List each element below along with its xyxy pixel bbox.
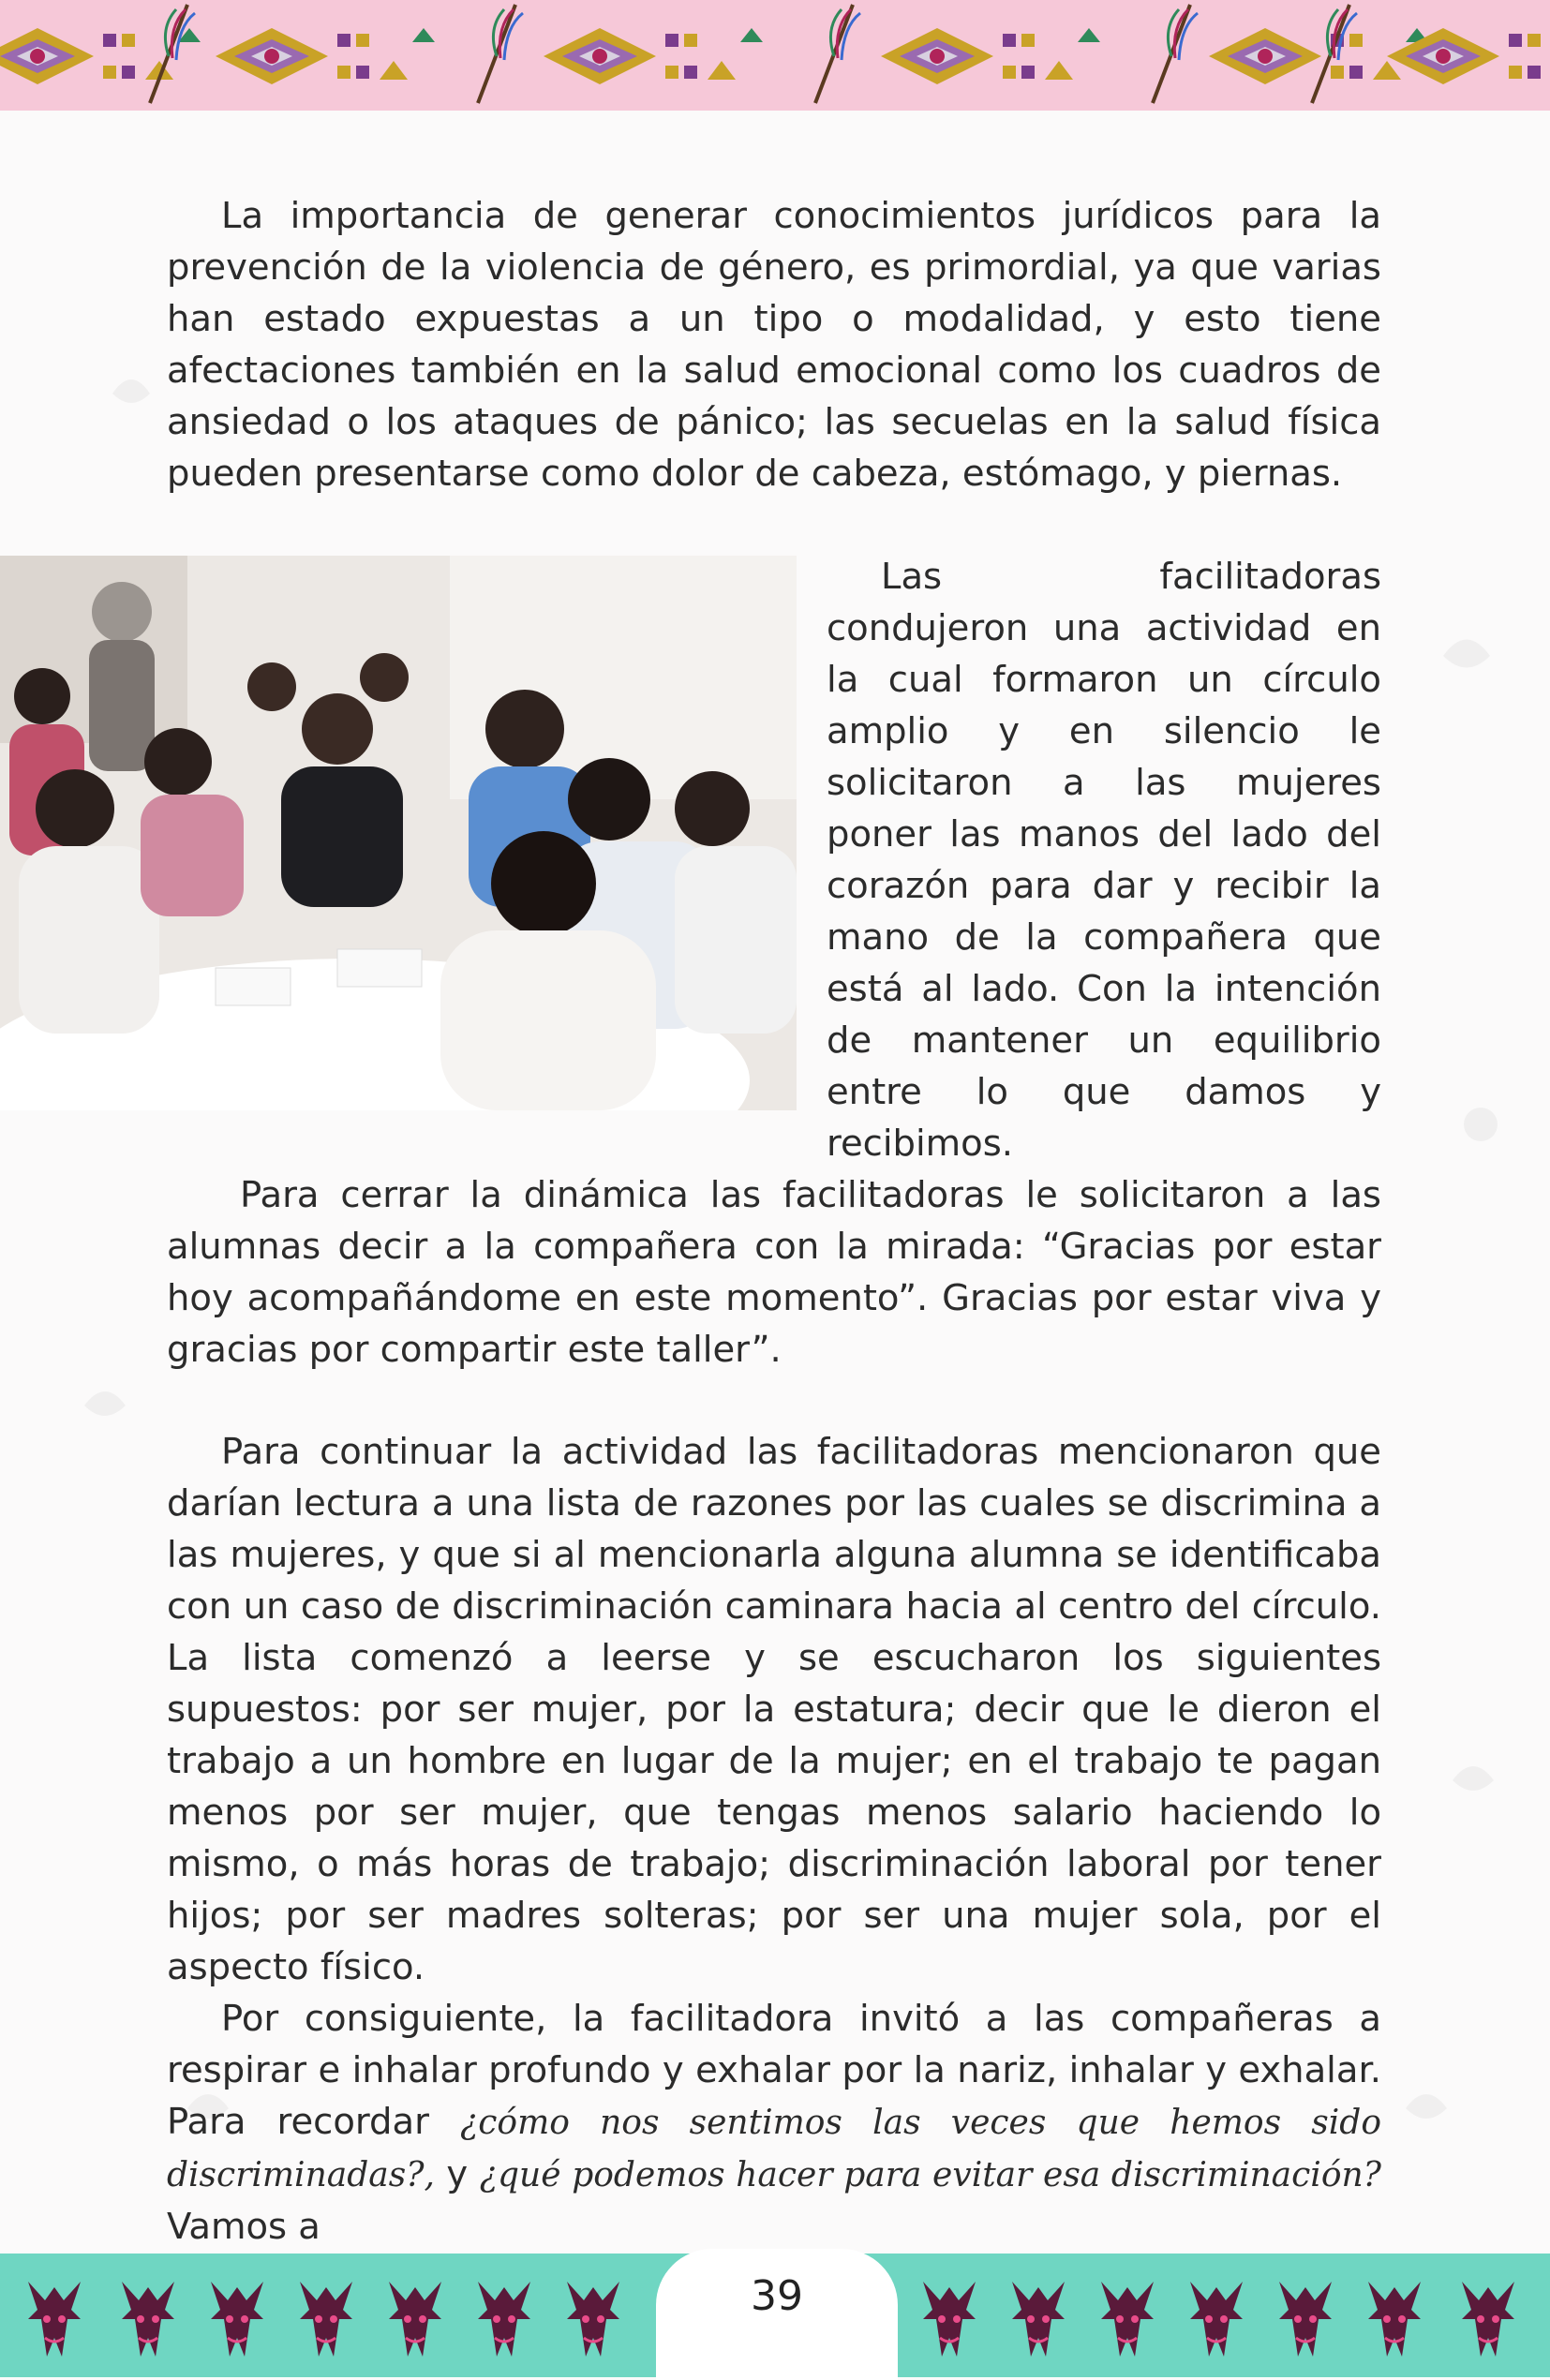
paragraph-discrimination-list xyxy=(167,1426,1381,1993)
paragraph-intro xyxy=(167,190,1381,499)
paragraph-activity-text: Las facilitadoras condujeron una actividad en la cual formaron un círculo amplio y en silencio le solicitaron a las mujeres poner las manos del lado del corazón para dar y recibir la mano de la compañera que está al lado. Con la intención de mantener un equilibrio entre lo que damos y recibimos. xyxy=(827,556,1381,1165)
paragraph-discrimination-list-text: Para continuar la actividad las facilitadoras mencionaron que darían lectura a una lista de razones por las cuales se discrimina a las mujeres, y que si al mencionarla alguna alumna se identificaba con un caso de discriminación caminara hacia al centro del círculo. La lista comenzó a leerse y se escucharon los siguientes supuestos: por ser mujer, por la estatura; decir que le dieron el trabajo a un hombre en lugar de la mujer; en el trabajo te pagan menos por ser mujer, que tengas menos salario haciendo lo mismo, o más horas de trabajo; discriminación laboral por tener hijos; por ser madres solteras; por ser una mujer sola, por el aspecto físico. xyxy=(167,1431,1381,1988)
paragraph-breathing xyxy=(167,1993,1381,2253)
women-at-table-image xyxy=(0,556,797,1110)
question-what-we-can-do: ¿qué podemos hacer para evitar esa discriminación? xyxy=(479,2156,1381,2194)
embroidery-border-icon xyxy=(0,0,1550,111)
workshop-photo xyxy=(0,556,797,1110)
paragraph-breathing-text-mid: y xyxy=(446,2153,469,2195)
page-number: 39 xyxy=(751,2272,803,2320)
paragraph-breathing-text-start: Por consiguiente, la facilitadora invitó a las compañeras a respirar e inhalar profundo y exhalar por la nariz, inhalar y exhalar. Para recordar xyxy=(167,1998,1381,2143)
question-how-we-felt: ¿cómo nos sentimos las veces que hemos sido discriminadas?, xyxy=(167,2104,1381,2194)
paragraph-breathing-text-end: Vamos a xyxy=(167,2206,320,2248)
paragraph-closing-dynamic-text: Para cerrar la dinámica las facilitadoras le solicitaron a las alumnas decir a la compañera con la mirada: “Gracias por estar hoy acompañándome en este momento”. Gracias por estar viva y gracias por compartir este taller”. xyxy=(167,1174,1381,1371)
paragraph-intro-text: La importancia de generar conocimientos jurídicos para la prevención de la violencia de género, es primordial, ya que varias han estado expuestas a un tipo o modalidad, y esto tiene afectaciones también en la salud emocional como los cuadros de ansiedad o los ataques de pánico; las secuelas en la salud física pueden presentarse como dolor de cabeza, estómago, y piernas. xyxy=(167,195,1381,495)
paragraph-activity xyxy=(827,551,1381,1169)
top-decorative-band xyxy=(0,0,1550,111)
paragraph-closing-dynamic xyxy=(167,1169,1381,1376)
